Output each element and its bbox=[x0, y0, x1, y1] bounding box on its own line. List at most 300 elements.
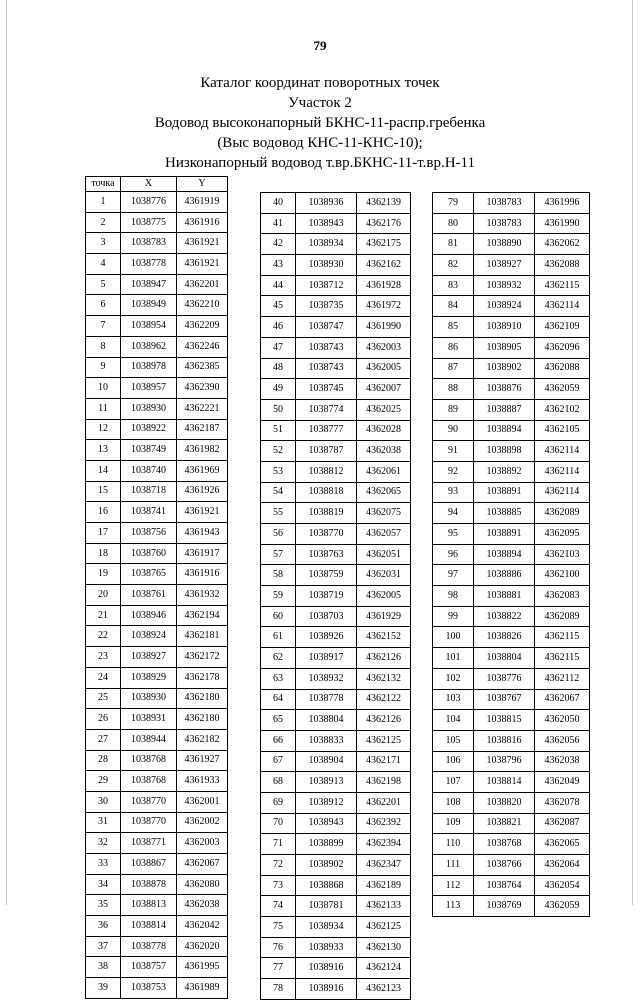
cell-point: 29 bbox=[86, 771, 121, 792]
table-row bbox=[86, 460, 228, 481]
cell-y: 4362162 bbox=[357, 255, 411, 276]
table-row bbox=[261, 296, 411, 317]
table-row bbox=[261, 544, 411, 565]
cell-point: 86 bbox=[433, 337, 474, 358]
cell-x: 1038749 bbox=[121, 440, 177, 461]
cell-y: 4362005 bbox=[357, 586, 411, 607]
cell-point: 28 bbox=[86, 750, 121, 771]
table-row bbox=[86, 957, 228, 978]
cell-x: 1038916 bbox=[296, 979, 357, 1000]
cell-point: 103 bbox=[433, 689, 474, 710]
cell-y: 4362246 bbox=[177, 336, 228, 357]
cell-x: 1038812 bbox=[296, 461, 357, 482]
table-row bbox=[86, 605, 228, 626]
table-row bbox=[86, 336, 228, 357]
cell-x: 1038910 bbox=[474, 317, 535, 338]
cell-point: 82 bbox=[433, 255, 474, 276]
cell-point: 57 bbox=[261, 544, 296, 565]
cell-y: 4362088 bbox=[535, 255, 590, 276]
table-row bbox=[261, 461, 411, 482]
cell-x: 1038813 bbox=[121, 895, 177, 916]
table-row bbox=[86, 357, 228, 378]
cell-y: 4362182 bbox=[177, 729, 228, 750]
cell-x: 1038944 bbox=[121, 729, 177, 750]
table-row bbox=[86, 254, 228, 275]
cell-x: 1038778 bbox=[121, 936, 177, 957]
cell-point: 53 bbox=[261, 461, 296, 482]
cell-y: 4362114 bbox=[535, 296, 590, 317]
table-row bbox=[86, 874, 228, 895]
cell-x: 1038943 bbox=[296, 813, 357, 834]
table-row bbox=[433, 461, 590, 482]
cell-x: 1038902 bbox=[474, 358, 535, 379]
cell-point: 47 bbox=[261, 337, 296, 358]
cell-point: 13 bbox=[86, 440, 121, 461]
cell-point: 79 bbox=[433, 193, 474, 214]
table-row bbox=[261, 648, 411, 669]
cell-y: 4362130 bbox=[357, 937, 411, 958]
table-row bbox=[86, 895, 228, 916]
table-row bbox=[261, 213, 411, 234]
cell-x: 1038741 bbox=[121, 502, 177, 523]
table-row bbox=[86, 688, 228, 709]
table-row bbox=[433, 379, 590, 400]
cell-y: 4362100 bbox=[535, 565, 590, 586]
cell-point: 45 bbox=[261, 296, 296, 317]
cell-x: 1038892 bbox=[474, 461, 535, 482]
cell-point: 27 bbox=[86, 729, 121, 750]
cell-y: 4362123 bbox=[357, 979, 411, 1000]
cell-y: 4362133 bbox=[357, 896, 411, 917]
title-line: Водовод высоконапорный БКНС-11-распр.гребенка bbox=[154, 115, 486, 131]
cell-y: 4362038 bbox=[357, 441, 411, 462]
cell-point: 23 bbox=[86, 647, 121, 668]
table-row bbox=[261, 399, 411, 420]
cell-x: 1038833 bbox=[296, 730, 357, 751]
cell-x: 1038718 bbox=[121, 481, 177, 502]
cell-y: 4362394 bbox=[357, 834, 411, 855]
table-row bbox=[86, 274, 228, 295]
cell-point: 93 bbox=[433, 482, 474, 503]
cell-x: 1038930 bbox=[296, 255, 357, 276]
cell-y: 4362132 bbox=[357, 668, 411, 689]
table-row bbox=[86, 771, 228, 792]
cell-point: 9 bbox=[86, 357, 121, 378]
cell-y: 4362089 bbox=[535, 503, 590, 524]
cell-y: 4361917 bbox=[177, 543, 228, 564]
cell-x: 1038947 bbox=[121, 274, 177, 295]
cell-x: 1038868 bbox=[296, 875, 357, 896]
table-row bbox=[261, 193, 411, 214]
cell-y: 4362114 bbox=[535, 482, 590, 503]
cell-y: 4361921 bbox=[177, 502, 228, 523]
table-row bbox=[86, 481, 228, 502]
cell-point: 55 bbox=[261, 503, 296, 524]
table-row bbox=[261, 275, 411, 296]
cell-point: 38 bbox=[86, 957, 121, 978]
cell-point: 90 bbox=[433, 420, 474, 441]
cell-y: 4362067 bbox=[535, 689, 590, 710]
cell-point: 14 bbox=[86, 460, 121, 481]
cell-point: 83 bbox=[433, 275, 474, 296]
table-row bbox=[261, 772, 411, 793]
table-row bbox=[261, 875, 411, 896]
cell-y: 4362103 bbox=[535, 544, 590, 565]
table-row bbox=[433, 358, 590, 379]
cell-point: 20 bbox=[86, 585, 121, 606]
cell-y: 4362114 bbox=[535, 461, 590, 482]
cell-x: 1038894 bbox=[474, 420, 535, 441]
cell-y: 4362109 bbox=[535, 317, 590, 338]
cell-point: 43 bbox=[261, 255, 296, 276]
header-point: точка bbox=[86, 177, 121, 192]
table-row bbox=[433, 689, 590, 710]
cell-y: 4362087 bbox=[535, 813, 590, 834]
title-line: Участок 2 bbox=[288, 95, 352, 111]
cell-x: 1038905 bbox=[474, 337, 535, 358]
table-row bbox=[86, 192, 228, 213]
table-row bbox=[261, 317, 411, 338]
table-row bbox=[86, 978, 228, 999]
table-row bbox=[433, 565, 590, 586]
cell-y: 4362112 bbox=[535, 668, 590, 689]
cell-y: 4362180 bbox=[177, 688, 228, 709]
cell-point: 22 bbox=[86, 626, 121, 647]
cell-point: 87 bbox=[433, 358, 474, 379]
cell-x: 1038745 bbox=[296, 379, 357, 400]
cell-point: 112 bbox=[433, 875, 474, 896]
table-row bbox=[261, 482, 411, 503]
cell-x: 1038926 bbox=[296, 627, 357, 648]
cell-point: 31 bbox=[86, 812, 121, 833]
cell-y: 4361916 bbox=[177, 564, 228, 585]
cell-y: 4361996 bbox=[535, 193, 590, 214]
title-line: Каталог координат поворотных точек bbox=[200, 75, 440, 91]
cell-x: 1038769 bbox=[474, 896, 535, 917]
table-row bbox=[433, 792, 590, 813]
table-row bbox=[261, 586, 411, 607]
cell-y: 4361972 bbox=[357, 296, 411, 317]
cell-point: 113 bbox=[433, 896, 474, 917]
cell-point: 50 bbox=[261, 399, 296, 420]
cell-point: 8 bbox=[86, 336, 121, 357]
cell-point: 65 bbox=[261, 710, 296, 731]
cell-y: 4362114 bbox=[535, 441, 590, 462]
table-row bbox=[433, 544, 590, 565]
cell-x: 1038922 bbox=[121, 419, 177, 440]
cell-point: 44 bbox=[261, 275, 296, 296]
cell-point: 104 bbox=[433, 710, 474, 731]
cell-x: 1038917 bbox=[296, 648, 357, 669]
cell-x: 1038783 bbox=[121, 233, 177, 254]
cell-x: 1038765 bbox=[121, 564, 177, 585]
cell-point: 37 bbox=[86, 936, 121, 957]
cell-x: 1038962 bbox=[121, 336, 177, 357]
cell-x: 1038821 bbox=[474, 813, 535, 834]
cell-x: 1038774 bbox=[296, 399, 357, 420]
cell-x: 1038933 bbox=[296, 937, 357, 958]
cell-point: 108 bbox=[433, 792, 474, 813]
cell-x: 1038820 bbox=[474, 792, 535, 813]
table-row bbox=[261, 979, 411, 1000]
cell-point: 48 bbox=[261, 358, 296, 379]
cell-point: 59 bbox=[261, 586, 296, 607]
cell-y: 4362002 bbox=[177, 812, 228, 833]
cell-y: 4361969 bbox=[177, 460, 228, 481]
cell-y: 4362038 bbox=[177, 895, 228, 916]
cell-x: 1038927 bbox=[474, 255, 535, 276]
coordinates-table-3 bbox=[432, 192, 590, 917]
cell-x: 1038929 bbox=[121, 667, 177, 688]
cell-point: 49 bbox=[261, 379, 296, 400]
cell-point: 32 bbox=[86, 833, 121, 854]
table-row bbox=[433, 482, 590, 503]
cell-x: 1038946 bbox=[121, 605, 177, 626]
cell-y: 4362020 bbox=[177, 936, 228, 957]
page-number: 79 bbox=[313, 38, 327, 53]
cell-point: 35 bbox=[86, 895, 121, 916]
cell-y: 4362051 bbox=[357, 544, 411, 565]
cell-y: 4362221 bbox=[177, 398, 228, 419]
cell-x: 1038777 bbox=[296, 420, 357, 441]
cell-point: 69 bbox=[261, 792, 296, 813]
cell-y: 4362059 bbox=[535, 379, 590, 400]
cell-x: 1038916 bbox=[296, 958, 357, 979]
cell-point: 76 bbox=[261, 937, 296, 958]
cell-x: 1038931 bbox=[121, 709, 177, 730]
cell-point: 7 bbox=[86, 316, 121, 337]
cell-point: 71 bbox=[261, 834, 296, 855]
cell-point: 99 bbox=[433, 606, 474, 627]
cell-point: 18 bbox=[86, 543, 121, 564]
cell-y: 4362065 bbox=[535, 834, 590, 855]
cell-x: 1038735 bbox=[296, 296, 357, 317]
cell-y: 4361921 bbox=[177, 254, 228, 275]
cell-x: 1038930 bbox=[121, 398, 177, 419]
cell-y: 4362115 bbox=[535, 627, 590, 648]
table-row bbox=[433, 896, 590, 917]
cell-y: 4361990 bbox=[357, 317, 411, 338]
cell-point: 60 bbox=[261, 606, 296, 627]
cell-x: 1038775 bbox=[121, 212, 177, 233]
cell-point: 33 bbox=[86, 854, 121, 875]
cell-point: 56 bbox=[261, 524, 296, 545]
cell-y: 4362064 bbox=[535, 855, 590, 876]
cell-y: 4362083 bbox=[535, 586, 590, 607]
table-row bbox=[433, 772, 590, 793]
cell-y: 4362187 bbox=[177, 419, 228, 440]
cell-x: 1038913 bbox=[296, 772, 357, 793]
cell-x: 1038814 bbox=[474, 772, 535, 793]
cell-y: 4361990 bbox=[535, 213, 590, 234]
cell-point: 89 bbox=[433, 399, 474, 420]
cell-x: 1038826 bbox=[474, 627, 535, 648]
table-row bbox=[261, 730, 411, 751]
table-row bbox=[86, 626, 228, 647]
cell-point: 110 bbox=[433, 834, 474, 855]
table-row bbox=[433, 420, 590, 441]
table-row bbox=[261, 606, 411, 627]
cell-x: 1038753 bbox=[121, 978, 177, 999]
table-row bbox=[86, 750, 228, 771]
table-row bbox=[261, 751, 411, 772]
cell-x: 1038815 bbox=[474, 710, 535, 731]
cell-y: 4362115 bbox=[535, 648, 590, 669]
cell-y: 4362194 bbox=[177, 605, 228, 626]
cell-point: 17 bbox=[86, 523, 121, 544]
cell-x: 1038936 bbox=[296, 193, 357, 214]
table-row bbox=[261, 524, 411, 545]
cell-point: 11 bbox=[86, 398, 121, 419]
cell-y: 4361926 bbox=[177, 481, 228, 502]
cell-point: 62 bbox=[261, 648, 296, 669]
catalog-title bbox=[0, 73, 640, 173]
table-row bbox=[86, 916, 228, 937]
table-row bbox=[86, 854, 228, 875]
cell-point: 16 bbox=[86, 502, 121, 523]
cell-x: 1038949 bbox=[121, 295, 177, 316]
cell-y: 4362042 bbox=[177, 916, 228, 937]
cell-y: 4362139 bbox=[357, 193, 411, 214]
cell-x: 1038878 bbox=[121, 874, 177, 895]
table-row bbox=[433, 586, 590, 607]
cell-x: 1038770 bbox=[296, 524, 357, 545]
cell-point: 97 bbox=[433, 565, 474, 586]
cell-y: 4361995 bbox=[177, 957, 228, 978]
cell-x: 1038761 bbox=[121, 585, 177, 606]
table-row bbox=[86, 523, 228, 544]
cell-point: 109 bbox=[433, 813, 474, 834]
table-row bbox=[433, 255, 590, 276]
cell-y: 4361927 bbox=[177, 750, 228, 771]
cell-x: 1038891 bbox=[474, 482, 535, 503]
table-row bbox=[261, 896, 411, 917]
title-line: (Выс водовод КНС-11-КНС-10); bbox=[217, 135, 423, 151]
cell-x: 1038703 bbox=[296, 606, 357, 627]
table-row bbox=[261, 627, 411, 648]
cell-x: 1038814 bbox=[121, 916, 177, 937]
cell-point: 84 bbox=[433, 296, 474, 317]
table-row bbox=[86, 440, 228, 461]
cell-x: 1038747 bbox=[296, 317, 357, 338]
table-row bbox=[433, 730, 590, 751]
cell-x: 1038778 bbox=[121, 254, 177, 275]
cell-y: 4362201 bbox=[177, 274, 228, 295]
cell-point: 106 bbox=[433, 751, 474, 772]
cell-point: 24 bbox=[86, 667, 121, 688]
cell-y: 4362028 bbox=[357, 420, 411, 441]
cell-point: 75 bbox=[261, 917, 296, 938]
cell-x: 1038890 bbox=[474, 234, 535, 255]
cell-y: 4362075 bbox=[357, 503, 411, 524]
cell-y: 4362025 bbox=[357, 399, 411, 420]
cell-x: 1038770 bbox=[121, 791, 177, 812]
cell-point: 63 bbox=[261, 668, 296, 689]
table-row bbox=[86, 585, 228, 606]
table-row bbox=[86, 212, 228, 233]
cell-y: 4362031 bbox=[357, 565, 411, 586]
table-row bbox=[86, 833, 228, 854]
cell-y: 4362088 bbox=[535, 358, 590, 379]
table-row bbox=[261, 813, 411, 834]
table-row bbox=[433, 317, 590, 338]
cell-x: 1038954 bbox=[121, 316, 177, 337]
cell-y: 4362385 bbox=[177, 357, 228, 378]
cell-x: 1038771 bbox=[121, 833, 177, 854]
table-row bbox=[433, 606, 590, 627]
table-row bbox=[433, 710, 590, 731]
table-row bbox=[433, 813, 590, 834]
cell-point: 96 bbox=[433, 544, 474, 565]
cell-x: 1038822 bbox=[474, 606, 535, 627]
table-row bbox=[86, 316, 228, 337]
cell-point: 21 bbox=[86, 605, 121, 626]
table-row bbox=[433, 399, 590, 420]
table-row bbox=[433, 855, 590, 876]
cell-y: 4361989 bbox=[177, 978, 228, 999]
cell-y: 4362080 bbox=[177, 874, 228, 895]
cell-y: 4362347 bbox=[357, 855, 411, 876]
table-row bbox=[261, 834, 411, 855]
cell-y: 4362001 bbox=[177, 791, 228, 812]
cell-x: 1038934 bbox=[296, 234, 357, 255]
header-y: Y bbox=[177, 177, 228, 192]
table-row bbox=[433, 296, 590, 317]
cell-x: 1038787 bbox=[296, 441, 357, 462]
cell-y: 4362049 bbox=[535, 772, 590, 793]
cell-point: 36 bbox=[86, 916, 121, 937]
table-row bbox=[433, 337, 590, 358]
cell-point: 6 bbox=[86, 295, 121, 316]
table-row bbox=[86, 233, 228, 254]
table-row bbox=[433, 524, 590, 545]
cell-y: 4362198 bbox=[357, 772, 411, 793]
cell-y: 4362152 bbox=[357, 627, 411, 648]
cell-point: 64 bbox=[261, 689, 296, 710]
cell-x: 1038766 bbox=[474, 855, 535, 876]
cell-x: 1038932 bbox=[474, 275, 535, 296]
cell-y: 4361928 bbox=[357, 275, 411, 296]
table-row bbox=[86, 936, 228, 957]
cell-y: 4362059 bbox=[535, 896, 590, 917]
cell-point: 58 bbox=[261, 565, 296, 586]
cell-x: 1038930 bbox=[121, 688, 177, 709]
table-row bbox=[433, 751, 590, 772]
cell-point: 15 bbox=[86, 481, 121, 502]
cell-x: 1038819 bbox=[296, 503, 357, 524]
table-row bbox=[86, 398, 228, 419]
cell-y: 4362181 bbox=[177, 626, 228, 647]
cell-point: 39 bbox=[86, 978, 121, 999]
cell-y: 4362057 bbox=[357, 524, 411, 545]
cell-x: 1038781 bbox=[296, 896, 357, 917]
cell-y: 4362061 bbox=[357, 461, 411, 482]
cell-y: 4362115 bbox=[535, 275, 590, 296]
cell-point: 94 bbox=[433, 503, 474, 524]
table-row bbox=[86, 295, 228, 316]
cell-y: 4362038 bbox=[535, 751, 590, 772]
cell-x: 1038818 bbox=[296, 482, 357, 503]
cell-y: 4361916 bbox=[177, 212, 228, 233]
cell-x: 1038894 bbox=[474, 544, 535, 565]
cell-y: 4362089 bbox=[535, 606, 590, 627]
cell-x: 1038902 bbox=[296, 855, 357, 876]
cell-y: 4362078 bbox=[535, 792, 590, 813]
cell-point: 81 bbox=[433, 234, 474, 255]
cell-point: 72 bbox=[261, 855, 296, 876]
cell-point: 80 bbox=[433, 213, 474, 234]
table-row bbox=[261, 441, 411, 462]
